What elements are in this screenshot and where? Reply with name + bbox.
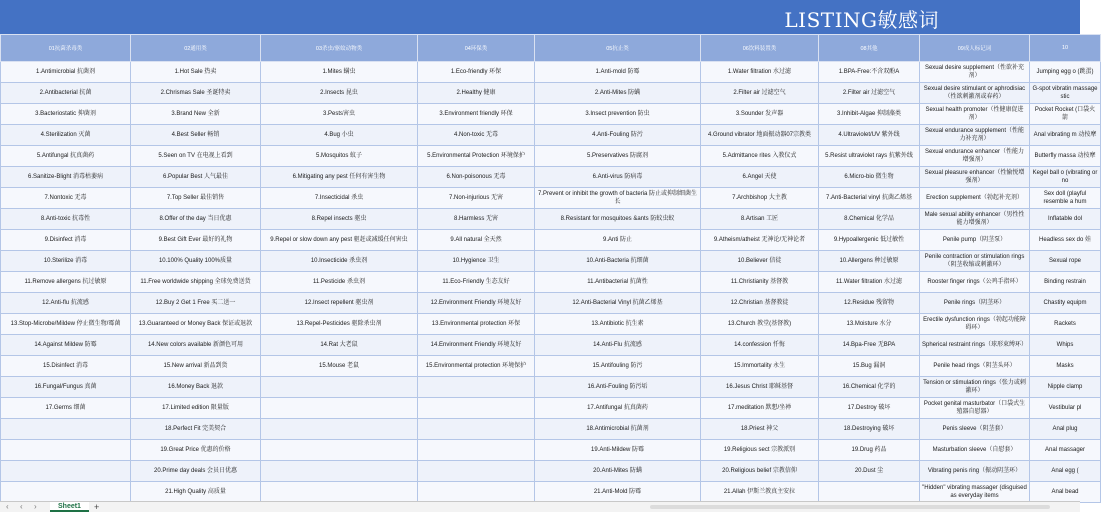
table-cell[interactable]: Sex doll (playful resemble a hum: [1030, 188, 1101, 209]
table-cell[interactable]: Sexual health promoter（性健康促进剂）: [920, 104, 1030, 125]
table-cell[interactable]: 11.Pesticide 杀虫剂: [261, 272, 418, 293]
table-cell[interactable]: Male sexual ability enhancer（男性性能力增强剂）: [920, 209, 1030, 230]
table-cell[interactable]: 6.Angel 天使: [701, 167, 819, 188]
table-cell[interactable]: 16.Anti-Fouling 防污垢: [535, 377, 701, 398]
table-cell[interactable]: Binding restrain: [1030, 272, 1101, 293]
table-cell[interactable]: 13.Moisture 水分: [819, 314, 920, 335]
table-cell[interactable]: Sexual desire supplement（性欲补充剂）: [920, 62, 1030, 83]
table-cell[interactable]: 5.Mosquitos 蚊子: [261, 146, 418, 167]
table-row: [1, 461, 1101, 482]
table-cell[interactable]: 3.Pests害虫: [261, 104, 418, 125]
table-row: [1, 482, 1101, 503]
table-cell[interactable]: 9.Repel or slow down any pest 驱赶或减缓任何害虫: [261, 230, 418, 251]
table-cell[interactable]: 3.Bacteriostatic 抑菌剂: [1, 104, 131, 125]
table-cell[interactable]: Pocket genital masturbator（口袋式生殖器自慰器）: [920, 398, 1030, 419]
table-cell[interactable]: 13.Antibiotic 抗生素: [535, 314, 701, 335]
table-cell[interactable]: 20.Anti-Mites 防螨: [535, 461, 701, 482]
table-cell[interactable]: 12.Anti-Bacterial Vinyl 抗菌乙烯基: [535, 293, 701, 314]
table-cell[interactable]: 4.Ultraviolet/UV 紫外线: [819, 125, 920, 146]
table-row: [1, 167, 1101, 188]
table-cell[interactable]: 12.Anti-flu 抗流感: [1, 293, 131, 314]
table-cell[interactable]: 1.Hot Sale 热卖: [131, 62, 261, 83]
table-cell[interactable]: 4.Non-toxic 无毒: [418, 125, 535, 146]
table-cell[interactable]: 12.Buy 2 Get 1 Free 买二送一: [131, 293, 261, 314]
table-cell[interactable]: 8.Harmless 无害: [418, 209, 535, 230]
table-cell[interactable]: [261, 440, 418, 461]
table-cell[interactable]: 6.Sanitize-Blight 消毒枯萎病: [1, 167, 131, 188]
table-cell[interactable]: Masks: [1030, 356, 1101, 377]
table-cell[interactable]: [261, 419, 418, 440]
table-cell[interactable]: 15.Environmental protection 环境保护: [418, 356, 535, 377]
table-cell[interactable]: 21.High Quality 高质量: [131, 482, 261, 503]
table-cell[interactable]: Nipple clamp: [1030, 377, 1101, 398]
table-cell[interactable]: Sexual desire stimulant or aphrodisiac（性欲刺激剂或春药）: [920, 83, 1030, 104]
table-cell[interactable]: Rooster finger rings（公鸡手指环）: [920, 272, 1030, 293]
table-cell[interactable]: 2.Healthy 健康: [418, 83, 535, 104]
table-row: [1, 356, 1101, 377]
table-cell[interactable]: 9.Best Gift Ever 最好的礼物: [131, 230, 261, 251]
table-cell[interactable]: 3.Brand New 全新: [131, 104, 261, 125]
table-cell[interactable]: 10.Believer 信徒: [701, 251, 819, 272]
table-cell[interactable]: 8.Artisan 工匠: [701, 209, 819, 230]
table-cell[interactable]: 16.Jesus Christ 耶稣基督: [701, 377, 819, 398]
table-cell[interactable]: 1.Mites 螨虫: [261, 62, 418, 83]
table-cell[interactable]: 16.Fungal/Fungus 真菌: [1, 377, 131, 398]
table-row: [1, 314, 1101, 335]
table-cell[interactable]: [418, 461, 535, 482]
table-cell[interactable]: [261, 482, 418, 503]
table-row: [1, 104, 1101, 125]
table-cell[interactable]: 1.Anti-mold 防霉: [535, 62, 701, 83]
table-row: [1, 440, 1101, 461]
table-cell[interactable]: Sexual endurance supplement（性能力补充剂）: [920, 125, 1030, 146]
table-cell[interactable]: 15.Antifouling 防污: [535, 356, 701, 377]
sheet-banner: [0, 0, 1080, 34]
table-row: [1, 125, 1101, 146]
table-cell[interactable]: Whips: [1030, 335, 1101, 356]
table-cell[interactable]: 5.Seen on TV 在电视上看到: [131, 146, 261, 167]
table-cell[interactable]: 6.Popular Best 人气最佳: [131, 167, 261, 188]
table-cell[interactable]: 3.Sounder 发声器: [701, 104, 819, 125]
table-cell[interactable]: 18.Priest 神父: [701, 419, 819, 440]
table-cell[interactable]: 19.Religious sect 宗教派别: [701, 440, 819, 461]
table-cell[interactable]: 6.Micro-bio 微生物: [819, 167, 920, 188]
table-cell[interactable]: 19.Great Price 优惠的价格: [131, 440, 261, 461]
table-cell[interactable]: 3.Inhibit-Algae 抑制藻类: [819, 104, 920, 125]
column-header[interactable]: 03杀虫/驱蚊动物类: [261, 35, 418, 62]
table-cell[interactable]: 18.Antimicrobial 抗菌剂: [535, 419, 701, 440]
table-cell[interactable]: 18.Destroying 破坏: [819, 419, 920, 440]
table-cell[interactable]: 4.Sterilization 灭菌: [1, 125, 131, 146]
table-cell[interactable]: 5.Preservatives 防腐剂: [535, 146, 701, 167]
table-cell[interactable]: 7.Anti-Bacterial vinyl 抗菌乙烯基: [819, 188, 920, 209]
table-cell[interactable]: 8.Anti-toxic 抗毒性: [1, 209, 131, 230]
table-cell[interactable]: Sexual endurance enhancer（性能力增强剂）: [920, 146, 1030, 167]
table-cell[interactable]: 14.Against Mildew 防霉: [1, 335, 131, 356]
table-cell[interactable]: 11.Remove allergens 抗过敏原: [1, 272, 131, 293]
table-cell[interactable]: 2.Anti-Mites 防螨: [535, 83, 701, 104]
table-cell[interactable]: 10.Hygience 卫生: [418, 251, 535, 272]
table-cell[interactable]: Inflatable dol: [1030, 209, 1101, 230]
table-cell[interactable]: Penile rings（阴茎环）: [920, 293, 1030, 314]
table-cell[interactable]: 12.Residue 残留物: [819, 293, 920, 314]
table-cell[interactable]: 10.Sterilize 消毒: [1, 251, 131, 272]
table-cell[interactable]: 7.Top Seller 最佳销售: [131, 188, 261, 209]
table-cell[interactable]: [819, 482, 920, 503]
table-cell[interactable]: 20.Religious belief 宗教信仰: [701, 461, 819, 482]
table-cell[interactable]: Kegel ball o (vibrating or no: [1030, 167, 1101, 188]
table-cell[interactable]: 15.Bug 漏洞: [819, 356, 920, 377]
table-cell[interactable]: [1, 440, 131, 461]
table-cell[interactable]: 14.Environment Friendly 环境友好: [418, 335, 535, 356]
table-cell[interactable]: 5.Antifungal 抗真菌药: [1, 146, 131, 167]
spreadsheet-grid[interactable]: [0, 34, 1098, 501]
table-cell[interactable]: 21.Anti-Mold 防霉: [535, 482, 701, 503]
table-cell[interactable]: 11.Eco-Friendly 生态友好: [418, 272, 535, 293]
table-cell[interactable]: 2.Filter air 过滤空气: [701, 83, 819, 104]
table-cell[interactable]: Erectile dysfunction rings（勃起功能障碍环）: [920, 314, 1030, 335]
table-cell[interactable]: 4.Anti-Fouling 防污: [535, 125, 701, 146]
table-cell[interactable]: 6.Mitigating any pest 任何有害生物: [261, 167, 418, 188]
column-header[interactable]: 02通用类: [131, 35, 261, 62]
table-cell[interactable]: Headless sex do 娃: [1030, 230, 1101, 251]
table-cell[interactable]: 12.Insect repellent 驱虫剂: [261, 293, 418, 314]
table-row: [1, 146, 1101, 167]
table-cell[interactable]: 3.Insect prevention 防虫: [535, 104, 701, 125]
table-cell[interactable]: 10.Allergens 种过敏原: [819, 251, 920, 272]
table-cell[interactable]: Tension or stimulation rings（张力或刺激环）: [920, 377, 1030, 398]
table-cell[interactable]: 4.Ground vibrator 地面振动器07宗教类: [701, 125, 819, 146]
table-cell[interactable]: "Hidden" vibrating massager (disguised as everyday items: [920, 482, 1030, 503]
table-cell[interactable]: 14.Rat 大老鼠: [261, 335, 418, 356]
table-cell[interactable]: 15.Disinfect 消毒: [1, 356, 131, 377]
table-cell[interactable]: 10.100% Quality 100%质量: [131, 251, 261, 272]
table-cell[interactable]: Vestibular pl: [1030, 398, 1101, 419]
table-cell[interactable]: 17.Antifungal 抗真菌药: [535, 398, 701, 419]
table-cell[interactable]: Rackets: [1030, 314, 1101, 335]
table-cell[interactable]: Spherical restraint rings（球形束缚环）: [920, 335, 1030, 356]
table-cell[interactable]: 1.Eco-friendly 环保: [418, 62, 535, 83]
keyword-table: [0, 34, 1101, 503]
table-row: [1, 251, 1101, 272]
table-cell[interactable]: 4.Bug 小虫: [261, 125, 418, 146]
table-cell[interactable]: Butterfly massa 动按摩: [1030, 146, 1101, 167]
table-cell[interactable]: 20.Dust 尘: [819, 461, 920, 482]
table-cell[interactable]: Chastity equipm: [1030, 293, 1101, 314]
table-cell[interactable]: Penile pump（阴茎泵）: [920, 230, 1030, 251]
table-cell[interactable]: 15.Mouse 老鼠: [261, 356, 418, 377]
table-cell[interactable]: 21.Allah 伊斯兰教真主安拉: [701, 482, 819, 503]
header-row: [1, 35, 1101, 62]
table-cell[interactable]: Anal plug: [1030, 419, 1101, 440]
table-cell[interactable]: 1.Water filtration 水过滤: [701, 62, 819, 83]
table-cell[interactable]: 1.Antimicrobial 抗菌剂: [1, 62, 131, 83]
table-cell[interactable]: 10.Insecticide 杀虫剂: [261, 251, 418, 272]
table-cell[interactable]: [1, 461, 131, 482]
table-row: [1, 83, 1101, 104]
tab-next-icon[interactable]: ›: [34, 502, 37, 511]
table-cell[interactable]: 7.Non-injurious 无害: [418, 188, 535, 209]
table-cell[interactable]: 11.Christianity 基督教: [701, 272, 819, 293]
table-row: [1, 272, 1101, 293]
table-cell[interactable]: Anal egg (: [1030, 461, 1101, 482]
table-cell[interactable]: 9.Anti 防止: [535, 230, 701, 251]
table-cell[interactable]: [261, 377, 418, 398]
table-cell[interactable]: 9.Atheism/atheist 无神论/无神论者: [701, 230, 819, 251]
table-cell[interactable]: 9.Disinfect 消毒: [1, 230, 131, 251]
table-cell[interactable]: 13.Environmental protection 环保: [418, 314, 535, 335]
table-row: [1, 293, 1101, 314]
table-cell[interactable]: Pocket Rocket (口袋火箭: [1030, 104, 1101, 125]
table-cell[interactable]: 13.Guaranteed or Money Back 保证或退款: [131, 314, 261, 335]
table-cell[interactable]: 7.Archbishop 大主教: [701, 188, 819, 209]
table-cell[interactable]: [261, 461, 418, 482]
column-header[interactable]: 09成人标记词: [920, 35, 1030, 62]
table-row: [1, 398, 1101, 419]
table-cell[interactable]: 5.Admittance rites 入教仪式: [701, 146, 819, 167]
table-cell[interactable]: [1, 482, 131, 503]
table-row: [1, 335, 1101, 356]
table-cell[interactable]: 13.Repel-Pesticides 驱除杀虫剂: [261, 314, 418, 335]
banner-title: LISTING敏感词: [784, 8, 939, 32]
table-cell[interactable]: 13.Stop-Microbe/Mildew 停止微生物/霉菌: [1, 314, 131, 335]
table-cell[interactable]: 8.Chemical 化学品: [819, 209, 920, 230]
table-cell[interactable]: 11.Free worldwide shipping 全球免费送货: [131, 272, 261, 293]
table-row: [1, 230, 1101, 251]
table-cell[interactable]: 15.Immortality 永生: [701, 356, 819, 377]
table-row: [1, 377, 1101, 398]
table-cell[interactable]: 8.Offer of the day 当日优惠: [131, 209, 261, 230]
table-cell[interactable]: 9.Hypoallergenic 低过敏性: [819, 230, 920, 251]
table-cell[interactable]: 4.Best Seller 畅销: [131, 125, 261, 146]
table-cell[interactable]: Anal vibrating m 动按摩: [1030, 125, 1101, 146]
table-cell[interactable]: 12.Environment Friendly 环境友好: [418, 293, 535, 314]
horizontal-scrollbar[interactable]: [650, 505, 1050, 509]
column-header[interactable]: 04环保类: [418, 35, 535, 62]
table-cell[interactable]: 7.Nontoxic 无毒: [1, 188, 131, 209]
table-cell[interactable]: 14.Anti-Flu 抗流感: [535, 335, 701, 356]
table-cell[interactable]: [418, 377, 535, 398]
table-cell[interactable]: 9.All natural 全天然: [418, 230, 535, 251]
column-header[interactable]: 01抗菌杀毒类: [1, 35, 131, 62]
table-cell[interactable]: Erection supplement（勃起补充剂）: [920, 188, 1030, 209]
table-cell[interactable]: [418, 440, 535, 461]
table-cell[interactable]: G-spot vibratin massage stic: [1030, 83, 1101, 104]
table-cell[interactable]: 2.Filter air 过滤空气: [819, 83, 920, 104]
table-cell[interactable]: Penis sleeve（阴茎套）: [920, 419, 1030, 440]
table-cell[interactable]: 8.Resistant for mosquitoes &ants 防蚊虫蚁: [535, 209, 701, 230]
table-cell[interactable]: 15.New arrival 新品到货: [131, 356, 261, 377]
column-header[interactable]: 10: [1030, 35, 1101, 62]
table-cell[interactable]: 19.Anti-Mildew 防霉: [535, 440, 701, 461]
table-cell[interactable]: 16.Money Back 退款: [131, 377, 261, 398]
table-cell[interactable]: 13.Church 教堂(基督教): [701, 314, 819, 335]
table-cell[interactable]: 2.Insects 昆虫: [261, 83, 418, 104]
table-cell[interactable]: 17.Germs 细菌: [1, 398, 131, 419]
table-row: [1, 188, 1101, 209]
table-cell[interactable]: 3.Environment friendly 环保: [418, 104, 535, 125]
table-cell[interactable]: 12.Christian 基督教徒: [701, 293, 819, 314]
table-cell[interactable]: 7.Insecticidal 杀虫: [261, 188, 418, 209]
table-cell[interactable]: 1.BPA-Free:不含双酚A: [819, 62, 920, 83]
table-cell[interactable]: 17.Limited edition 限量版: [131, 398, 261, 419]
table-cell[interactable]: 14.Bpa-Free 无BPA: [819, 335, 920, 356]
table-row: [1, 419, 1101, 440]
table-cell[interactable]: Penile head rings（阴茎头环）: [920, 356, 1030, 377]
table-cell[interactable]: 7.Prevent or inhibit the growth of bacteria 防止或抑制细菌生长: [535, 188, 701, 209]
table-cell[interactable]: 2.Chrismas Sale 圣诞特卖: [131, 83, 261, 104]
table-cell[interactable]: Anal massager: [1030, 440, 1101, 461]
table-cell[interactable]: 16.Chemical 化学的: [819, 377, 920, 398]
table-cell[interactable]: Sexual rope: [1030, 251, 1101, 272]
table-cell[interactable]: 17.Destroy 破坏: [819, 398, 920, 419]
table-cell[interactable]: 14.New colors available 新颜色可用: [131, 335, 261, 356]
table-cell[interactable]: 5.Resist ultraviolet rays 抗紫外线: [819, 146, 920, 167]
tab-prev-icon[interactable]: ‹: [20, 502, 23, 511]
table-cell[interactable]: 18.Perfect Fit 完美契合: [131, 419, 261, 440]
table-cell[interactable]: 19.Drug 药品: [819, 440, 920, 461]
table-cell[interactable]: 2.Antibacterial 抗菌: [1, 83, 131, 104]
table-cell[interactable]: 20.Prime day deals 会员日优惠: [131, 461, 261, 482]
table-row: [1, 209, 1101, 230]
column-header[interactable]: 05抗止类: [535, 35, 701, 62]
column-header[interactable]: 08其他: [819, 35, 920, 62]
tab-first-icon[interactable]: ‹: [6, 502, 9, 511]
table-cell[interactable]: Masturbation sleeve（自慰套）: [920, 440, 1030, 461]
table-cell[interactable]: 11.Antibacterial 抗菌性: [535, 272, 701, 293]
table-cell[interactable]: Jumping egg o (跳蛋): [1030, 62, 1101, 83]
table-row: [1, 62, 1101, 83]
table-cell[interactable]: [418, 419, 535, 440]
table-cell[interactable]: 5.Environmental Protection 环境保护: [418, 146, 535, 167]
table-cell[interactable]: 6.Non-poisonous 无毒: [418, 167, 535, 188]
table-cell[interactable]: 17.meditation 默想/坐禅: [701, 398, 819, 419]
table-cell[interactable]: Sexual pleasure enhancer（性愉悦增强剂）: [920, 167, 1030, 188]
table-cell[interactable]: 10.Anti-Bacteria 抗细菌: [535, 251, 701, 272]
table-cell[interactable]: [261, 398, 418, 419]
table-cell[interactable]: 14.confession 忏悔: [701, 335, 819, 356]
sheet-tab-bar: [0, 501, 1080, 512]
table-cell[interactable]: Vibrating penis ring（振动阴茎环）: [920, 461, 1030, 482]
table-cell[interactable]: Penile contraction or stimulation rings（阴茎收缩或刺激环）: [920, 251, 1030, 272]
table-cell[interactable]: Anal bead: [1030, 482, 1101, 503]
table-cell[interactable]: 11.Water filtration 水过滤: [819, 272, 920, 293]
add-sheet-button[interactable]: +: [94, 502, 100, 512]
table-cell[interactable]: [418, 482, 535, 503]
column-header[interactable]: 06饮料装置类: [701, 35, 819, 62]
table-cell[interactable]: [1, 419, 131, 440]
table-cell[interactable]: 6.Anti-virus 防病毒: [535, 167, 701, 188]
table-cell[interactable]: [418, 398, 535, 419]
sheet-tab-sheet1[interactable]: Sheet1: [50, 502, 89, 512]
table-cell[interactable]: 8.Repel insects 驱虫: [261, 209, 418, 230]
table-body: [1, 62, 1101, 503]
